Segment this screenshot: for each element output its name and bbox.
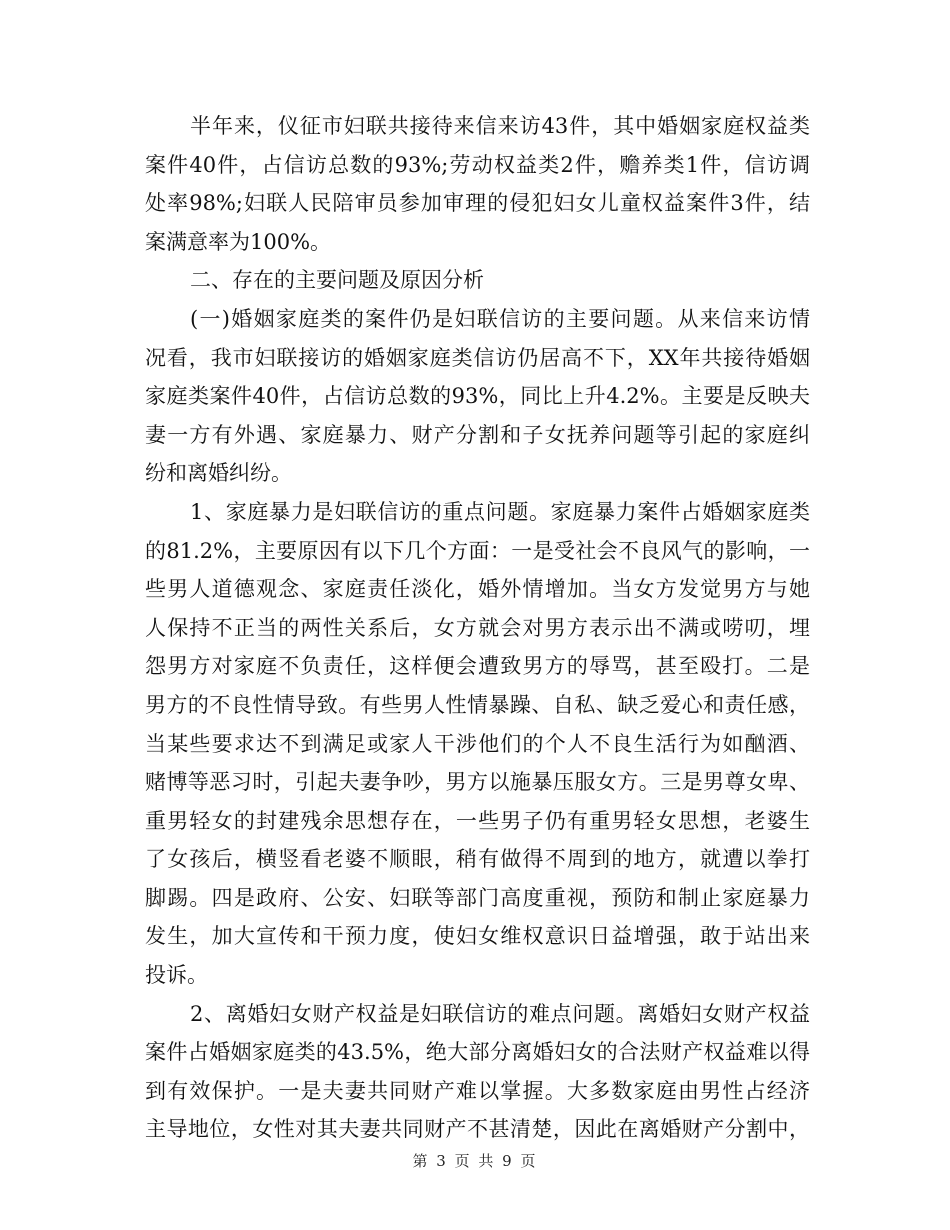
text-line: 案件40件，占信访总数的93%;劳动权益类2件，赡养类1件，信访调 [145,152,810,177]
text-line: 二、存在的主要问题及原因分析 [190,268,484,293]
text-line: 脚踢。四是政府、公安、妇联等部门高度重视，预防和制止家庭暴力 [145,885,810,910]
text-line: 了女孩后，横竖看老婆不顺眼，稍有做得不周到的地方，就遭以拳打 [145,847,810,872]
text-line: 重男轻女的封建残余思想存在，一些男子仍有重男轻女思想，老婆生 [145,808,810,833]
section-heading [145,261,810,300]
text-line: 到有效保护。一是夫妻共同财产难以掌握。大多数家庭由男性占经济 [145,1078,810,1103]
text-line: 些男人道德观念、家庭责任淡化，婚外情增加。当女方发觉男方与她 [145,577,810,602]
paragraph [145,107,810,261]
text-line: 家庭类案件40件，占信访总数的93%，同比上升4.2%。主要是反映夫 [145,384,810,409]
text-line: 纷和离婚纠纷。 [145,461,292,486]
text-line: 主导地位，女性对其夫妻共同财产不甚清楚，因此在离婚财产分割中， [145,1117,810,1142]
text-line: 男方的不良性情导致。有些男人性情暴躁、自私、缺乏爱心和责任感， [145,692,810,717]
text-line: 赌博等恶习时，引起夫妻争吵，男方以施暴压服女方。三是男尊女卑、 [145,770,810,795]
text-line: 发生，加大宣传和干预力度，使妇女维权意识日益增强，敢于站出来 [145,924,810,949]
text-line: 人保持不正当的两性关系后，女方就会对男方表示出不满或唠叨，埋 [145,615,810,640]
text-line: 1、家庭暴力是妇联信访的重点问题。家庭暴力案件占婚姻家庭类 [190,499,810,524]
text-line: 妻一方有外遇、家庭暴力、财产分割和子女抚养问题等引起的家庭纠 [145,422,810,447]
text-line: 投诉。 [145,963,208,988]
text-line: 况看，我市妇联接访的婚姻家庭类信访仍居高不下，XX年共接待婚姻 [145,345,810,370]
text-line: (一)婚姻家庭类的案件仍是妇联信访的主要问题。从来信来访情 [190,306,810,331]
paragraph [145,995,810,1149]
paragraph [145,300,810,493]
text-line: 2、离婚妇女财产权益是妇联信访的难点问题。离婚妇女财产权益 [190,1001,810,1026]
text-line: 案件占婚姻家庭类的43.5%，绝大部分离婚妇女的合法财产权益难以得 [145,1040,810,1065]
text-line: 的81.2%，主要原因有以下几个方面：一是受社会不良风气的影响，一 [145,538,810,563]
text-line: 半年来，仪征市妇联共接待来信来访43件，其中婚姻家庭权益类 [190,114,810,138]
text-line: 案满意率为100%。 [145,229,332,254]
text-line: 怨男方对家庭不负责任，这样便会遭致男方的辱骂，甚至殴打。二是 [145,654,810,679]
document-body [145,107,810,1149]
text-line: 当某些要求达不到满足或家人干涉他们的个人不良生活行为如酗酒、 [145,731,810,756]
text-line: 处率98%;妇联人民陪审员参加审理的侵犯妇女儿童权益案件3件，结 [145,191,810,216]
paragraph [145,493,810,995]
page-number-footer: 第 3 页 共 9 页 [412,1152,538,1170]
